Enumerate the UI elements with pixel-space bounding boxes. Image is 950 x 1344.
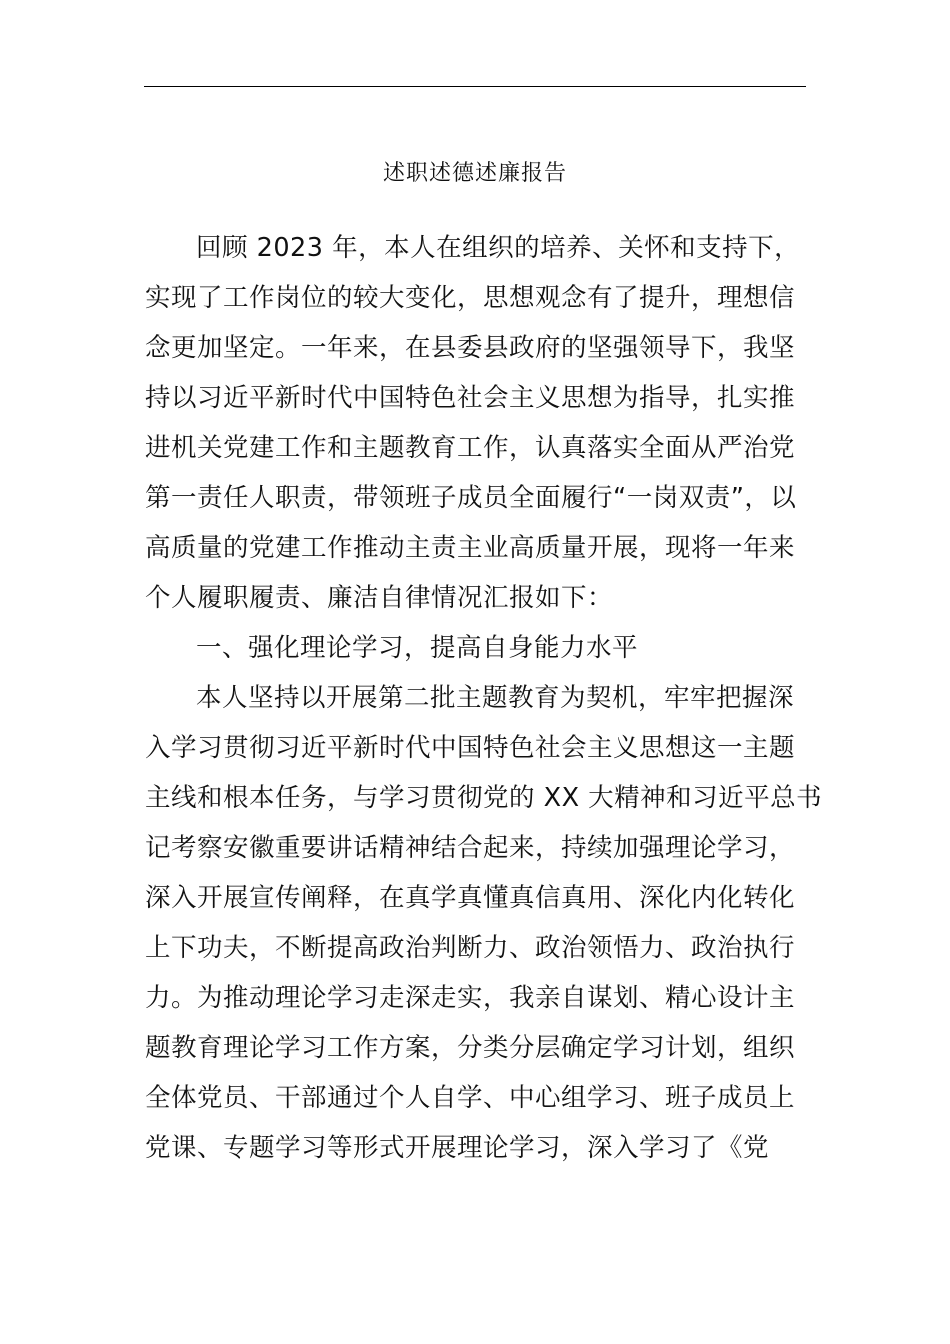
paragraph-1-line-3: 念更加坚定。一年来，在县委县政府的坚强领导下，我坚 <box>145 333 796 363</box>
paragraph-1-line-8: 个人履职履责、廉洁自律情况汇报如下： <box>145 583 614 613</box>
paragraph-2-line-5: 深入开展宣传阐释，在真学真懂真信真用、深化内化转化 <box>145 883 796 913</box>
paragraph-2-line-8: 题教育理论学习工作方案，分类分层确定学习计划，组织 <box>145 1033 796 1063</box>
section-heading-1: 一、强化理论学习，提高自身能力水平 <box>196 633 639 663</box>
paragraph-1-line-6: 第一责任人职责，带领班子成员全面履行“一岗双责”，以 <box>145 483 797 513</box>
paragraph-2-line-9: 全体党员、干部通过个人自学、中心组学习、班子成员上 <box>145 1083 796 1113</box>
paragraph-2-line-3: 主线和根本任务，与学习贯彻党的 XX 大精神和习近平总书 <box>145 783 823 813</box>
header-rule <box>144 86 806 87</box>
document-title: 述职述德述廉报告 <box>382 161 567 186</box>
paragraph-2-line-1: 本人坚持以开展第二批主题教育为契机，牢牢把握深 <box>196 683 795 713</box>
paragraph-2-line-4: 记考察安徽重要讲话精神结合起来，持续加强理论学习， <box>145 833 796 863</box>
paragraph-1-line-1: 回顾 2023 年，本人在组织的培养、关怀和支持下， <box>196 233 801 263</box>
paragraph-1-line-7: 高质量的党建工作推动主责主业高质量开展，现将一年来 <box>145 533 796 563</box>
paragraph-2-line-6: 上下功夫，不断提高政治判断力、政治领悟力、政治执行 <box>145 933 796 963</box>
paragraph-1-line-5: 进机关党建工作和主题教育工作，认真落实全面从严治党 <box>145 433 796 463</box>
paragraph-1-line-2: 实现了工作岗位的较大变化，思想观念有了提升，理想信 <box>145 283 796 313</box>
paragraph-2-line-2: 入学习贯彻习近平新时代中国特色社会主义思想这一主题 <box>145 733 796 763</box>
paragraph-1-line-4: 持以习近平新时代中国特色社会主义思想为指导，扎实推 <box>145 383 796 413</box>
document-body <box>145 230 823 1180</box>
paragraph-2-line-10: 党课、专题学习等形式开展理论学习，深入学习了《党 <box>145 1133 770 1163</box>
paragraph-2-line-7: 力。为推动理论学习走深走实，我亲自谋划、精心设计主 <box>145 983 796 1013</box>
